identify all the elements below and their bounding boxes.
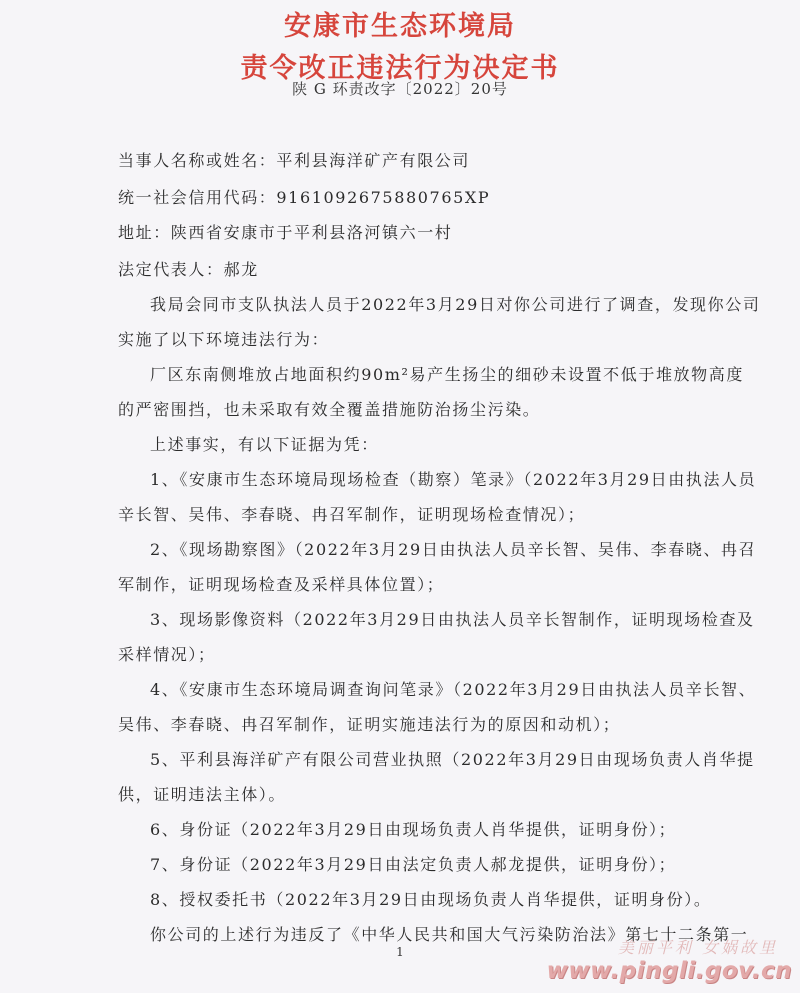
- body-line: 你公司的上述行为违反了《中华人民共和国大气污染防治法》第七十二条第一: [150, 925, 749, 944]
- evidence-item: 5、平利县海洋矿产有限公司营业执照（2022年3月29日由现场负责人肖华提: [150, 750, 755, 769]
- evidence-item: 1、《安康市生态环境局现场检查（勘察）笔录》（2022年3月29日由执法人员: [150, 470, 757, 489]
- party-name: 当事人名称或姓名：平利县海洋矿产有限公司: [118, 151, 471, 170]
- evidence-item: 军制作，证明现场检查及采样具体位置）；: [118, 575, 445, 594]
- document-title: 责令改正违法行为决定书: [240, 53, 560, 84]
- body-line: 实施了以下环境违法行为：: [118, 330, 330, 349]
- evidence-item: 辛长智、吴伟、李春晓、冉召军制作，证明现场检查情况）；: [118, 505, 586, 524]
- evidence-item: 3、现场影像资料（2022年3月29日由执法人员辛长智制作，证明现场检查及: [150, 610, 755, 629]
- evidence-item: 8、授权委托书（2022年3月29日由现场负责人肖华提供，证明身份）。: [150, 890, 712, 909]
- evidence-item: 7、身份证（2022年3月29日由法定负责人郝龙提供，证明身份）；: [150, 855, 677, 874]
- body-line: 的严密围挡，也未采取有效全覆盖措施防治扬尘污染。: [118, 400, 541, 419]
- evidence-item: 6、身份证（2022年3月29日由现场负责人肖华提供，证明身份）；: [150, 820, 677, 839]
- page-number: 1: [396, 945, 404, 959]
- evidence-item: 4、《安康市生态环境局调查询问笔录》（2022年3月29日由执法人员辛长智、: [150, 680, 757, 699]
- evidence-item: 采样情况）；: [118, 645, 216, 664]
- org-title: 安康市生态环境局: [284, 11, 516, 42]
- body-line: 厂区东南侧堆放占地面积约90m²易产生扬尘的细砂未设置不低于堆放物高度: [150, 365, 744, 384]
- evidence-item: 吴伟、李春晓、冉召军制作，证明实施违法行为的原因和动机）；: [118, 715, 621, 734]
- watermark-slogan: 美丽平利 女娲故里: [617, 938, 778, 957]
- evidence-item: 2、《现场勘察图》（2022年3月29日由执法人员辛长智、吴伟、李春晓、冉召: [150, 540, 757, 559]
- body-line: 我局会同市支队执法人员于2022年3月29日对你公司进行了调查，发现你公司: [150, 295, 761, 314]
- address: 地址：陕西省安康市于平利县洛河镇六一村: [118, 223, 453, 242]
- watermark-url: www.pingli.gov.cn: [546, 958, 792, 984]
- evidence-item: 供，证明违法主体）。: [118, 785, 287, 804]
- document-number: 陕 G 环责改字〔2022〕20号: [292, 80, 508, 98]
- legal-representative: 法定代表人：郝龙: [118, 260, 259, 279]
- body-line: 上述事实，有以下证据为凭：: [150, 435, 379, 454]
- credit-code: 统一社会信用代码：9161092675880765XP: [118, 188, 491, 207]
